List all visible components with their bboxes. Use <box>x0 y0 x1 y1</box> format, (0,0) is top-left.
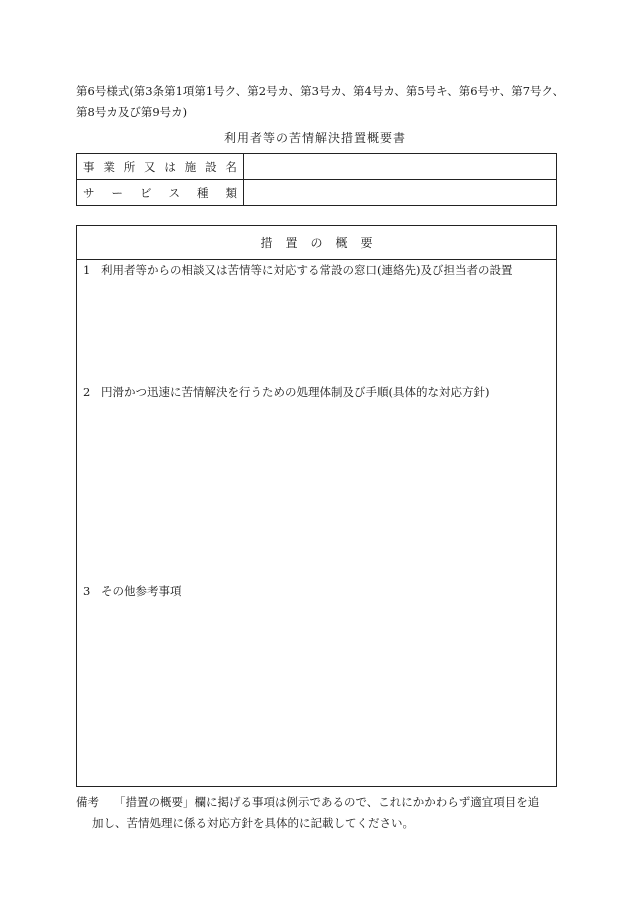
facility-name-value[interactable] <box>244 154 557 180</box>
summary-header: 措置の概要 <box>77 226 556 260</box>
service-type-value[interactable] <box>244 180 557 206</box>
remarks <box>76 792 566 834</box>
item-number: 3 <box>83 584 91 598</box>
summary-item-1[interactable] <box>83 262 512 278</box>
document-title: 利用者等の苦情解決措置概要書 <box>223 131 406 145</box>
summary-item-2[interactable] <box>83 384 489 400</box>
service-type-row <box>77 180 557 206</box>
item-text: その他参考事項 <box>101 584 182 598</box>
measures-summary-box <box>76 225 557 787</box>
facility-name-row <box>77 154 557 180</box>
item-number: 2 <box>83 385 91 399</box>
item-text: 利用者等からの相談又は苦情等に対応する常設の窓口(連絡先)及び担当者の設置 <box>101 263 513 277</box>
item-text: 円滑かつ迅速に苦情解決を行うための処理体制及び手順(具体的な対応方針) <box>101 385 490 399</box>
facility-name-label: 事 業 所 又 は 施 設 名 <box>77 154 244 180</box>
facility-info-table <box>76 153 557 206</box>
item-number: 1 <box>83 263 91 277</box>
service-type-label: サ ー ビ ス 種 類 <box>77 180 244 206</box>
form-number: 第6号様式(第3条第1項第1号ク、第2号カ、第3号カ、第4号カ、第5号キ、第6号サ、第7号ク、第8号カ及び第9号カ) <box>76 84 565 119</box>
summary-item-3[interactable] <box>83 583 182 599</box>
remarks-line-2: 加し、苦情処理に係る対応方針を具体的に記載してください。 <box>92 816 414 830</box>
remarks-label: 備考 <box>76 795 99 809</box>
remarks-line-1: 備考 「措置の概要」欄に掲げる事項は例示であるので、これにかかわらず適宜項目を追 <box>76 792 566 813</box>
